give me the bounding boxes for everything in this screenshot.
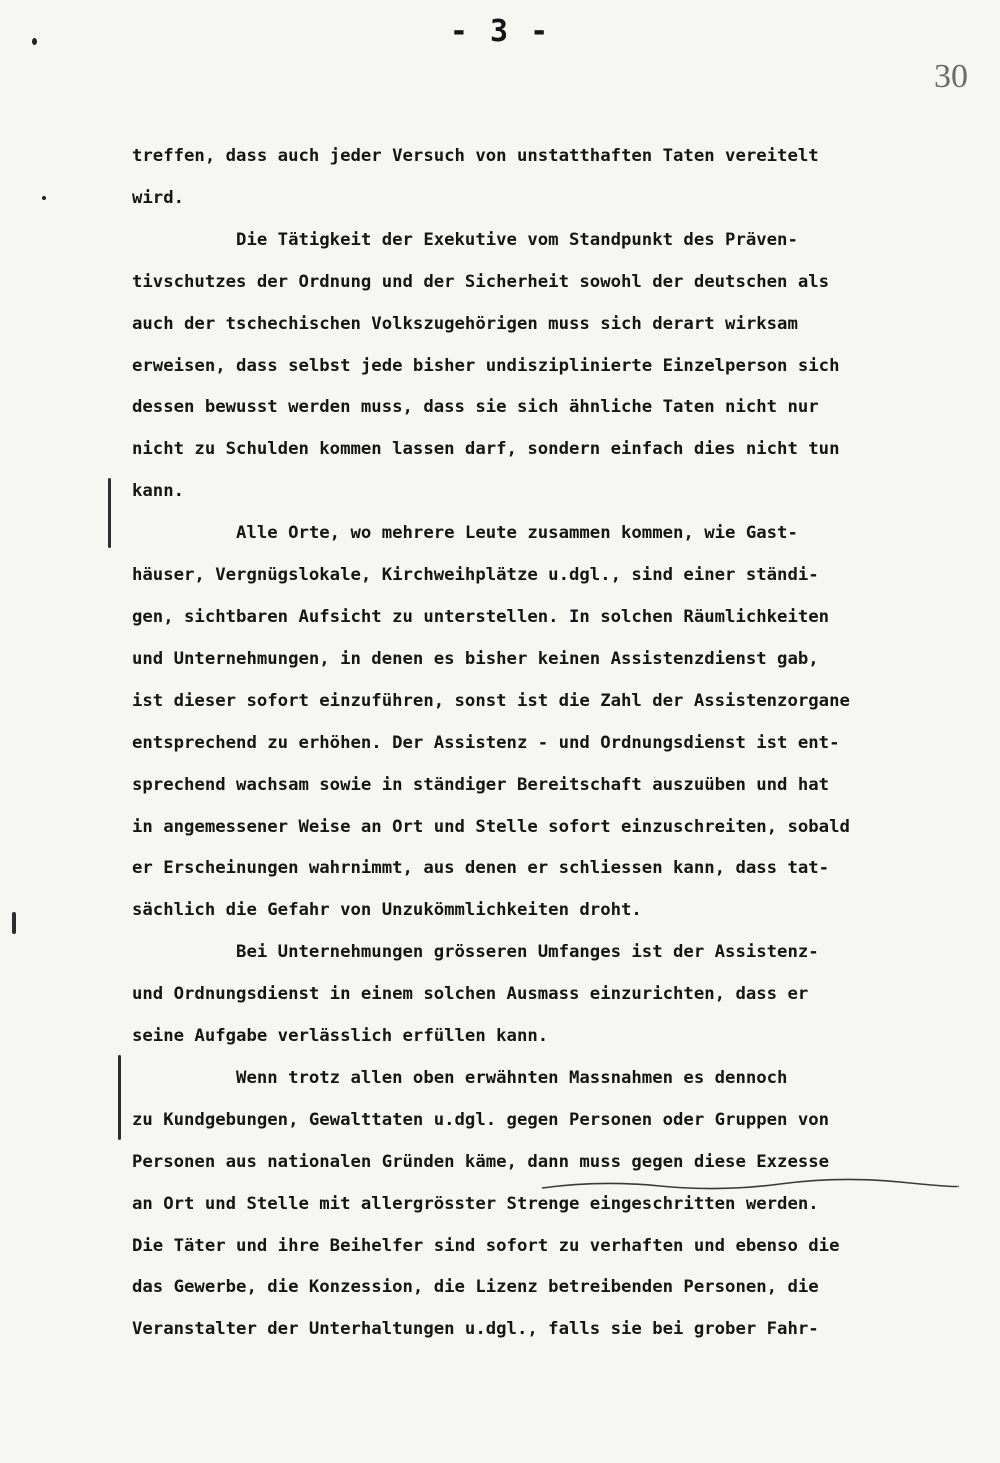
typed-body-text (132, 136, 1000, 1351)
text-line: treffen, dass auch jeder Versuch von unstatthaften Taten vereitelt (132, 146, 819, 166)
text-line: an Ort und Stelle mit allergrösster Strenge eingeschritten werden. (132, 1193, 819, 1214)
text-line: sprechend wachsam sowie in ständiger Bereitschaft auszuüben und hat (132, 774, 830, 795)
text-line: nicht zu Schulden kommen lassen darf, sondern einfach dies nicht tun (132, 439, 840, 460)
folio-mark: 30 (934, 58, 968, 95)
text-line: kann. (132, 481, 185, 502)
text-line: Die Täter und ihre Beihelfer sind sofort zu verhaften und ebenso die (132, 1235, 840, 1256)
text-line: gen, sichtbaren Aufsicht zu unterstellen. In solchen Räumlichkeiten (132, 606, 830, 627)
margin-mark (108, 478, 111, 548)
text-line: wird. (132, 187, 185, 208)
text-line: entsprechend zu erhöhen. Der Assistenz - und Ordnungsdienst ist ent- (132, 732, 840, 753)
text-line: das Gewerbe, die Konzession, die Lizenz betreibenden Personen, die (132, 1277, 819, 1298)
text-line: sächlich die Gefahr von Unzukömmlichkeiten droht. (132, 900, 642, 921)
text-line: Wenn trotz allen oben erwähnten Massnahmen es dennoch (132, 1067, 788, 1088)
text-line: seine Aufgabe verlässlich erfüllen kann. (132, 1026, 549, 1047)
text-line: in angemessener Weise an Ort und Stelle sofort einzuschreiten, sobald (132, 816, 850, 837)
text-line: er Erscheinungen wahrnimmt, aus denen er schliessen kann, dass tat- (132, 858, 830, 879)
text-line: zu Kundgebungen, Gewalttaten u.dgl. gegen Personen oder Gruppen von (132, 1109, 830, 1130)
text-line: tivschutzes der Ordnung und der Sicherheit sowohl der deutschen als (132, 271, 830, 292)
text-line: Bei Unternehmungen grösseren Umfanges ist der Assistenz- (132, 942, 819, 963)
margin-mark (118, 1055, 121, 1140)
text-line: häuser, Vergnügslokale, Kirchweihplätze u.dgl., sind einer ständi- (132, 565, 819, 586)
text-line: und Unternehmungen, in denen es bisher keinen Assistenzdienst gab, (132, 648, 819, 669)
margin-mark (12, 912, 16, 934)
text-line: Personen aus nationalen Gründen käme, dann muss gegen diese Exzesse (132, 1151, 830, 1172)
text-line: Die Tätigkeit der Exekutive vom Standpunkt des Präven- (132, 229, 798, 250)
text-line: und Ordnungsdienst in einem solchen Ausmass einzurichten, dass er (132, 984, 809, 1005)
ink-dot (32, 38, 37, 45)
text-line: Alle Orte, wo mehrere Leute zusammen kommen, wie Gast- (132, 523, 798, 544)
text-line: erweisen, dass selbst jede bisher undisziplinierte Einzelperson sich (132, 355, 840, 376)
text-line: ist dieser sofort einzuführen, sonst ist die Zahl der Assistenzorgane (132, 690, 850, 711)
text-line: Veranstalter der Unterhaltungen u.dgl., falls sie bei grober Fahr- (132, 1319, 819, 1340)
text-line: auch der tschechischen Volkszugehörigen muss sich derart wirksam (132, 313, 798, 334)
text-line: dessen bewusst werden muss, dass sie sich ähnliche Taten nicht nur (132, 397, 819, 418)
ink-dot (42, 196, 46, 200)
page-number: - 3 - (449, 14, 551, 49)
